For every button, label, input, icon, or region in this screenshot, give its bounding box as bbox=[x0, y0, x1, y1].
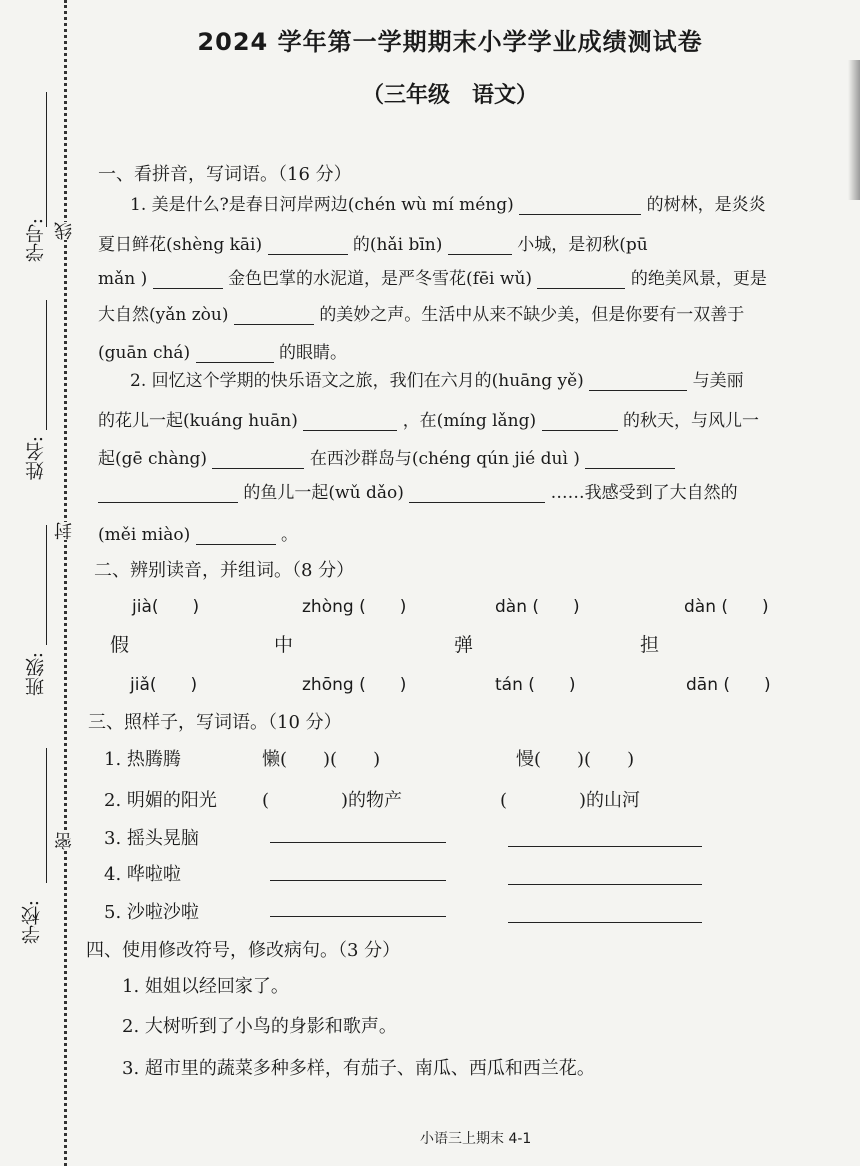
s1-text: 的树林，是炎炎 bbox=[646, 195, 766, 215]
answer-line[interactable] bbox=[508, 922, 702, 923]
s1-text: (měi miào) bbox=[98, 525, 191, 545]
name-label: 姓名: bbox=[25, 436, 47, 481]
s1-text: 的花儿一起(kuáng huān) bbox=[98, 411, 298, 431]
student-no-label: 学号: bbox=[25, 218, 47, 263]
s1-p1-line1 bbox=[130, 190, 766, 215]
s1-p1-line5 bbox=[98, 338, 347, 363]
answer-line[interactable] bbox=[508, 884, 702, 885]
answer-blank[interactable] bbox=[98, 484, 238, 503]
answer-line[interactable] bbox=[270, 916, 446, 917]
s3-example-4: 4. 哗啦啦 bbox=[104, 864, 181, 885]
s4-sentence-2: 2. 大树听到了小鸟的身影和歌声。 bbox=[122, 1016, 397, 1037]
s3-fill-man[interactable]: 慢( )( ) bbox=[516, 749, 635, 770]
answer-blank[interactable] bbox=[537, 270, 625, 289]
pinyin-bottom-2[interactable]: zhōng ( ) bbox=[302, 675, 407, 695]
s1-p1-line2 bbox=[98, 230, 648, 255]
s1-text: 的鱼儿一起(wǔ dǎo) bbox=[243, 483, 404, 503]
answer-blank[interactable] bbox=[589, 372, 687, 391]
s1-text: 与美丽 bbox=[692, 371, 744, 391]
pinyin-top-4[interactable]: dàn ( ) bbox=[684, 597, 769, 617]
answer-blank[interactable] bbox=[519, 196, 641, 215]
section4-heading: 四、使用修改符号，修改病句。（3 分） bbox=[86, 940, 401, 961]
answer-blank[interactable] bbox=[409, 484, 545, 503]
s1-p2-line4 bbox=[98, 478, 738, 503]
s1-text: ，在(míng lǎng) bbox=[402, 411, 537, 431]
s1-p2-line5 bbox=[98, 520, 298, 545]
s1-p2-line2 bbox=[98, 406, 759, 431]
seal-mark-feng: 封 bbox=[52, 522, 78, 540]
s1-text: 大自然(yǎn zòu) bbox=[98, 305, 229, 325]
s1-text: 起(gē chàng) bbox=[98, 449, 208, 469]
s4-sentence-1: 1. 姐姐以经回家了。 bbox=[122, 976, 289, 997]
answer-blank[interactable] bbox=[234, 306, 314, 325]
s3-fill-shanhe[interactable]: ( )的山河 bbox=[500, 790, 641, 811]
exam-subtitle: （三年级 语文） bbox=[361, 83, 538, 108]
answer-blank[interactable] bbox=[303, 412, 397, 431]
section3-heading: 三、照样子，写词语。（10 分） bbox=[88, 712, 342, 733]
s1-text: 金色巴掌的水泥道，是严冬雪花(fēi wǔ) bbox=[228, 269, 533, 289]
answer-blank[interactable] bbox=[153, 270, 223, 289]
seal-mark-mi: 密 bbox=[52, 832, 78, 850]
s1-text: 2. 回忆这个学期的快乐语文之旅，我们在六月的(huāng yě) bbox=[130, 371, 584, 391]
answer-blank[interactable] bbox=[542, 412, 618, 431]
answer-blank[interactable] bbox=[448, 236, 512, 255]
s1-text: 夏日鲜花(shèng kāi) bbox=[98, 235, 263, 255]
school-label: 学校: bbox=[21, 900, 43, 945]
s1-p1-line4 bbox=[98, 300, 744, 325]
s1-text: 在西沙群岛与(chéng qún jié duì ) bbox=[309, 449, 580, 469]
class-line bbox=[46, 525, 47, 645]
s1-p1-line3 bbox=[98, 264, 767, 289]
s1-text: 的眼睛。 bbox=[279, 343, 348, 363]
s1-text: ……我感受到了大自然的 bbox=[550, 483, 738, 503]
s1-text: 的绝美风景，更是 bbox=[630, 269, 767, 289]
answer-line[interactable] bbox=[270, 842, 446, 843]
pinyin-top-3[interactable]: dàn ( ) bbox=[495, 597, 580, 617]
answer-line[interactable] bbox=[270, 880, 446, 881]
polyphone-char-1: 假 bbox=[110, 634, 130, 656]
s3-fill-wuchan[interactable]: ( )的物产 bbox=[262, 790, 403, 811]
s3-example-3: 3. 摇头晃脑 bbox=[104, 828, 199, 849]
s1-text: (guān chá) bbox=[98, 343, 191, 363]
s1-text: 。 bbox=[281, 525, 299, 545]
s1-text: 的秋天，与风儿一 bbox=[622, 411, 759, 431]
s1-text: 的美妙之声。生活中从来不缺少美，但是你要有一双善于 bbox=[319, 305, 745, 325]
answer-blank[interactable] bbox=[585, 450, 675, 469]
s3-example-2: 2. 明媚的阳光 bbox=[104, 790, 217, 811]
polyphone-char-4: 担 bbox=[640, 634, 660, 656]
s1-text: 1. 美是什么?是春日河岸两边(chén wù mí méng) bbox=[130, 195, 514, 215]
name-line bbox=[46, 300, 47, 430]
pinyin-top-2[interactable]: zhòng ( ) bbox=[302, 597, 407, 617]
answer-blank[interactable] bbox=[268, 236, 348, 255]
s1-p2-line3 bbox=[98, 444, 675, 469]
section1-heading: 一、看拼音，写词语。（16 分） bbox=[98, 164, 352, 185]
page-footer: 小语三上期末 4-1 bbox=[420, 1131, 532, 1147]
seal-mark-xian: 线 bbox=[52, 222, 78, 240]
s1-p2-line1 bbox=[130, 366, 744, 391]
s1-text: 的(hǎi bīn) bbox=[352, 235, 443, 255]
answer-blank[interactable] bbox=[196, 344, 274, 363]
s4-sentence-3: 3. 超市里的蔬菜多种多样，有茄子、南瓜、西瓜和西兰花。 bbox=[122, 1058, 595, 1079]
class-label: 班级: bbox=[25, 652, 47, 697]
polyphone-char-3: 弹 bbox=[454, 634, 474, 656]
s3-example-5: 5. 沙啦沙啦 bbox=[104, 902, 199, 923]
pinyin-bottom-1[interactable]: jiǎ( ) bbox=[130, 675, 198, 695]
section2-heading: 二、辨别读音，并组词。（8 分） bbox=[94, 560, 355, 581]
binding-dotted-line bbox=[64, 0, 67, 1166]
s1-text: 小城，是初秋(pū bbox=[517, 235, 648, 255]
answer-line[interactable] bbox=[508, 846, 702, 847]
student-no-line bbox=[46, 92, 47, 227]
answer-blank[interactable] bbox=[212, 450, 304, 469]
school-line bbox=[46, 748, 47, 883]
answer-blank[interactable] bbox=[196, 526, 276, 545]
pinyin-top-1[interactable]: jià( ) bbox=[132, 597, 200, 617]
exam-title: 2024 学年第一学期期末小学学业成绩测试卷 bbox=[197, 28, 703, 56]
s3-example-1: 1. 热腾腾 bbox=[104, 749, 181, 770]
polyphone-char-2: 中 bbox=[274, 634, 294, 656]
s3-fill-lan[interactable]: 懒( )( ) bbox=[262, 749, 381, 770]
background-edge bbox=[848, 60, 860, 200]
pinyin-bottom-4[interactable]: dān ( ) bbox=[686, 675, 771, 695]
pinyin-bottom-3[interactable]: tán ( ) bbox=[495, 675, 576, 695]
s1-text: mǎn ) bbox=[98, 269, 148, 289]
